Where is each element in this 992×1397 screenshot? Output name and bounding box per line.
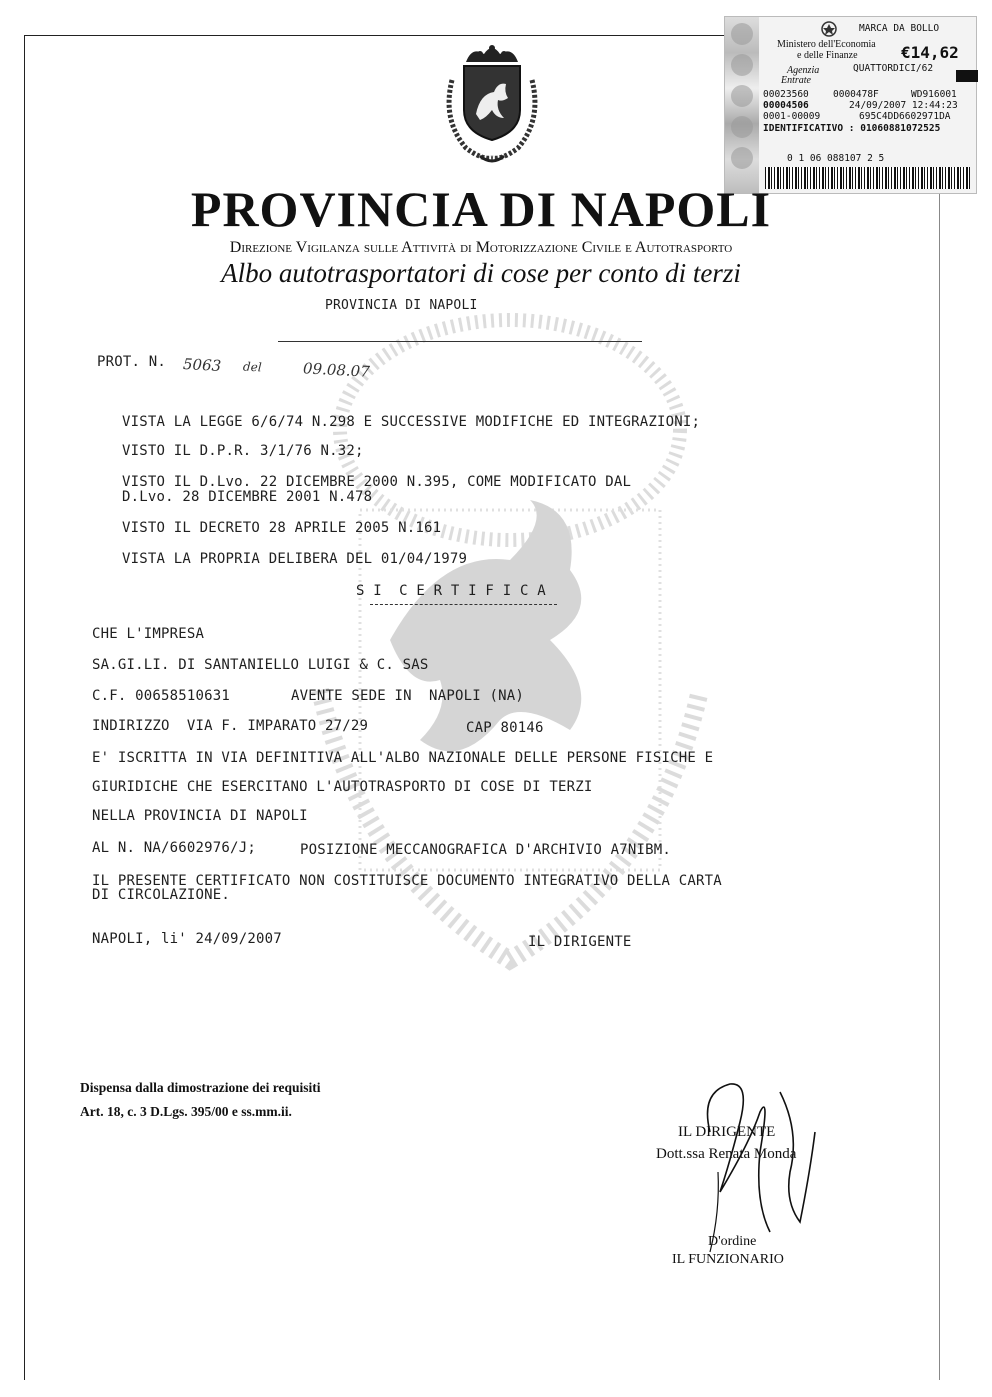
funzionario-label: IL FUNZIONARIO [672,1252,784,1267]
stamp-row3-left: 0001-00009 [763,111,821,122]
coat-of-arms-emblem [436,40,548,168]
iscritta-line2: GIURIDICHE CHE ESERCITANO L'AUTOTRASPORTO DI COSE DI TERZI [92,779,593,795]
stamp-hologram [725,17,759,194]
stamp-ministry-line2: e delle Finanze [797,50,858,61]
body-line-legge: VISTA LA LEGGE 6/6/74 N.298 E SUCCESSIVE MODIFICHE ED INTEGRAZIONI; [122,414,701,430]
document-title: PROVINCIA DI NAPOLI [190,181,772,237]
disclaimer-line1: IL PRESENTE CERTIFICATO NON COSTITUISCE DOCUMENTO INTEGRATIVO DELLA CARTA [92,873,722,889]
certifica-underline [370,604,557,605]
stamp-agency-line1: Agenzia [787,65,820,76]
registered-office: AVENTE SEDE IN NAPOLI (NA) [291,688,524,704]
iscritta-line1: E' ISCRITTA IN VIA DEFINITIVA ALL'ALBO NAZIONALE DELLE PERSONE FISICHE E [92,750,714,766]
stamp-row2-left: 00004506 [763,100,809,111]
stamp-edge-mark [956,70,978,82]
body-line-delibera: VISTA LA PROPRIA DELIBERA DEL 01/04/1979 [122,551,468,567]
protocol-del: del [242,359,262,375]
stamp-row1-left: 00023560 [763,89,809,100]
disclaimer-line2: DI CIRCOLAZIONE. [92,887,231,903]
header-rule [278,341,642,342]
province-line: PROVINCIA DI NAPOLI [325,298,478,313]
republic-emblem-icon [821,21,837,37]
place-and-date: NAPOLI, li' 24/09/2007 [92,931,282,947]
stamp-row1-right: WD916001 [911,89,957,100]
signatory-name: Dott.ssa Renata Monda [656,1146,797,1162]
stamp-row1-mid: 0000478F [833,89,879,100]
body-line-dpr: VISTO IL D.P.R. 3/1/76 N.32; [122,443,364,459]
postal-code: CAP 80146 [466,720,544,736]
stamp-amount: €14,62 [901,43,959,62]
stamp-row2-right: 24/09/2007 12:44:23 [849,100,958,111]
stamp-amount-words: QUATTORDICI/62 [853,63,934,74]
archive-position: POSIZIONE MECCANOGRAFICA D'ARCHIVIO A7NIBM. [300,842,672,858]
protocol-number: 5063 [182,355,222,375]
stamp-identifier: IDENTIFICATIVO : 01060881072525 [763,123,941,134]
exemption-note-line2: Art. 18, c. 3 D.Lgs. 395/00 e ss.mm.ii. [80,1104,292,1119]
signatory-title: IL DIRIGENTE [678,1124,776,1140]
stamp-agency-line2: Entrate [781,75,811,86]
stamp-label: MARCA DA BOLLO [859,23,940,34]
company-name: SA.GI.LI. DI SANTANIELLO LUIGI & C. SAS [92,657,429,673]
body-line-decreto: VISTO IL DECRETO 28 APRILE 2005 N.161 [122,520,442,536]
register-title: Albo autotrasportatori di cose per conto di terzi [221,258,741,288]
province-statement: NELLA PROVINCIA DI NAPOLI [92,808,308,824]
exemption-note-line1: Dispensa dalla dimostrazione dei requisiti [80,1080,321,1095]
certifica-heading: S I C E R T I F I C A [356,583,546,599]
dirigente-label: IL DIRIGENTE [528,934,632,950]
stamp-row3-right: 695C4DD6602971DA [859,111,951,122]
stamp-ministry-line1: Ministero dell'Economia [777,39,876,50]
body-line-dlvo-b: D.Lvo. 28 DICEMBRE 2001 N.478 [122,489,373,505]
body-line-dlvo-a: VISTO IL D.Lvo. 22 DICEMBRE 2000 N.395, COME MODIFICATO DAL [122,474,632,490]
stamp-barcode-number: 0 1 06 088107 2 5 [787,153,885,164]
address: INDIRIZZO VIA F. IMPARATO 27/29 [92,718,369,734]
protocol-label: PROT. N. [97,354,167,370]
revenue-stamp [724,16,977,194]
dordine-label: D'ordine [708,1234,757,1249]
fiscal-code: C.F. 00658510631 [92,688,231,704]
che-impresa: CHE L'IMPRESA [92,626,205,642]
department-subtitle: Direzione Vigilanza sulle Attività di Motorizzazione Civile e Autotrasporto [229,239,733,256]
protocol-date: 09.08.07 [302,359,371,381]
register-number: AL N. NA/6602976/J; [92,840,256,856]
